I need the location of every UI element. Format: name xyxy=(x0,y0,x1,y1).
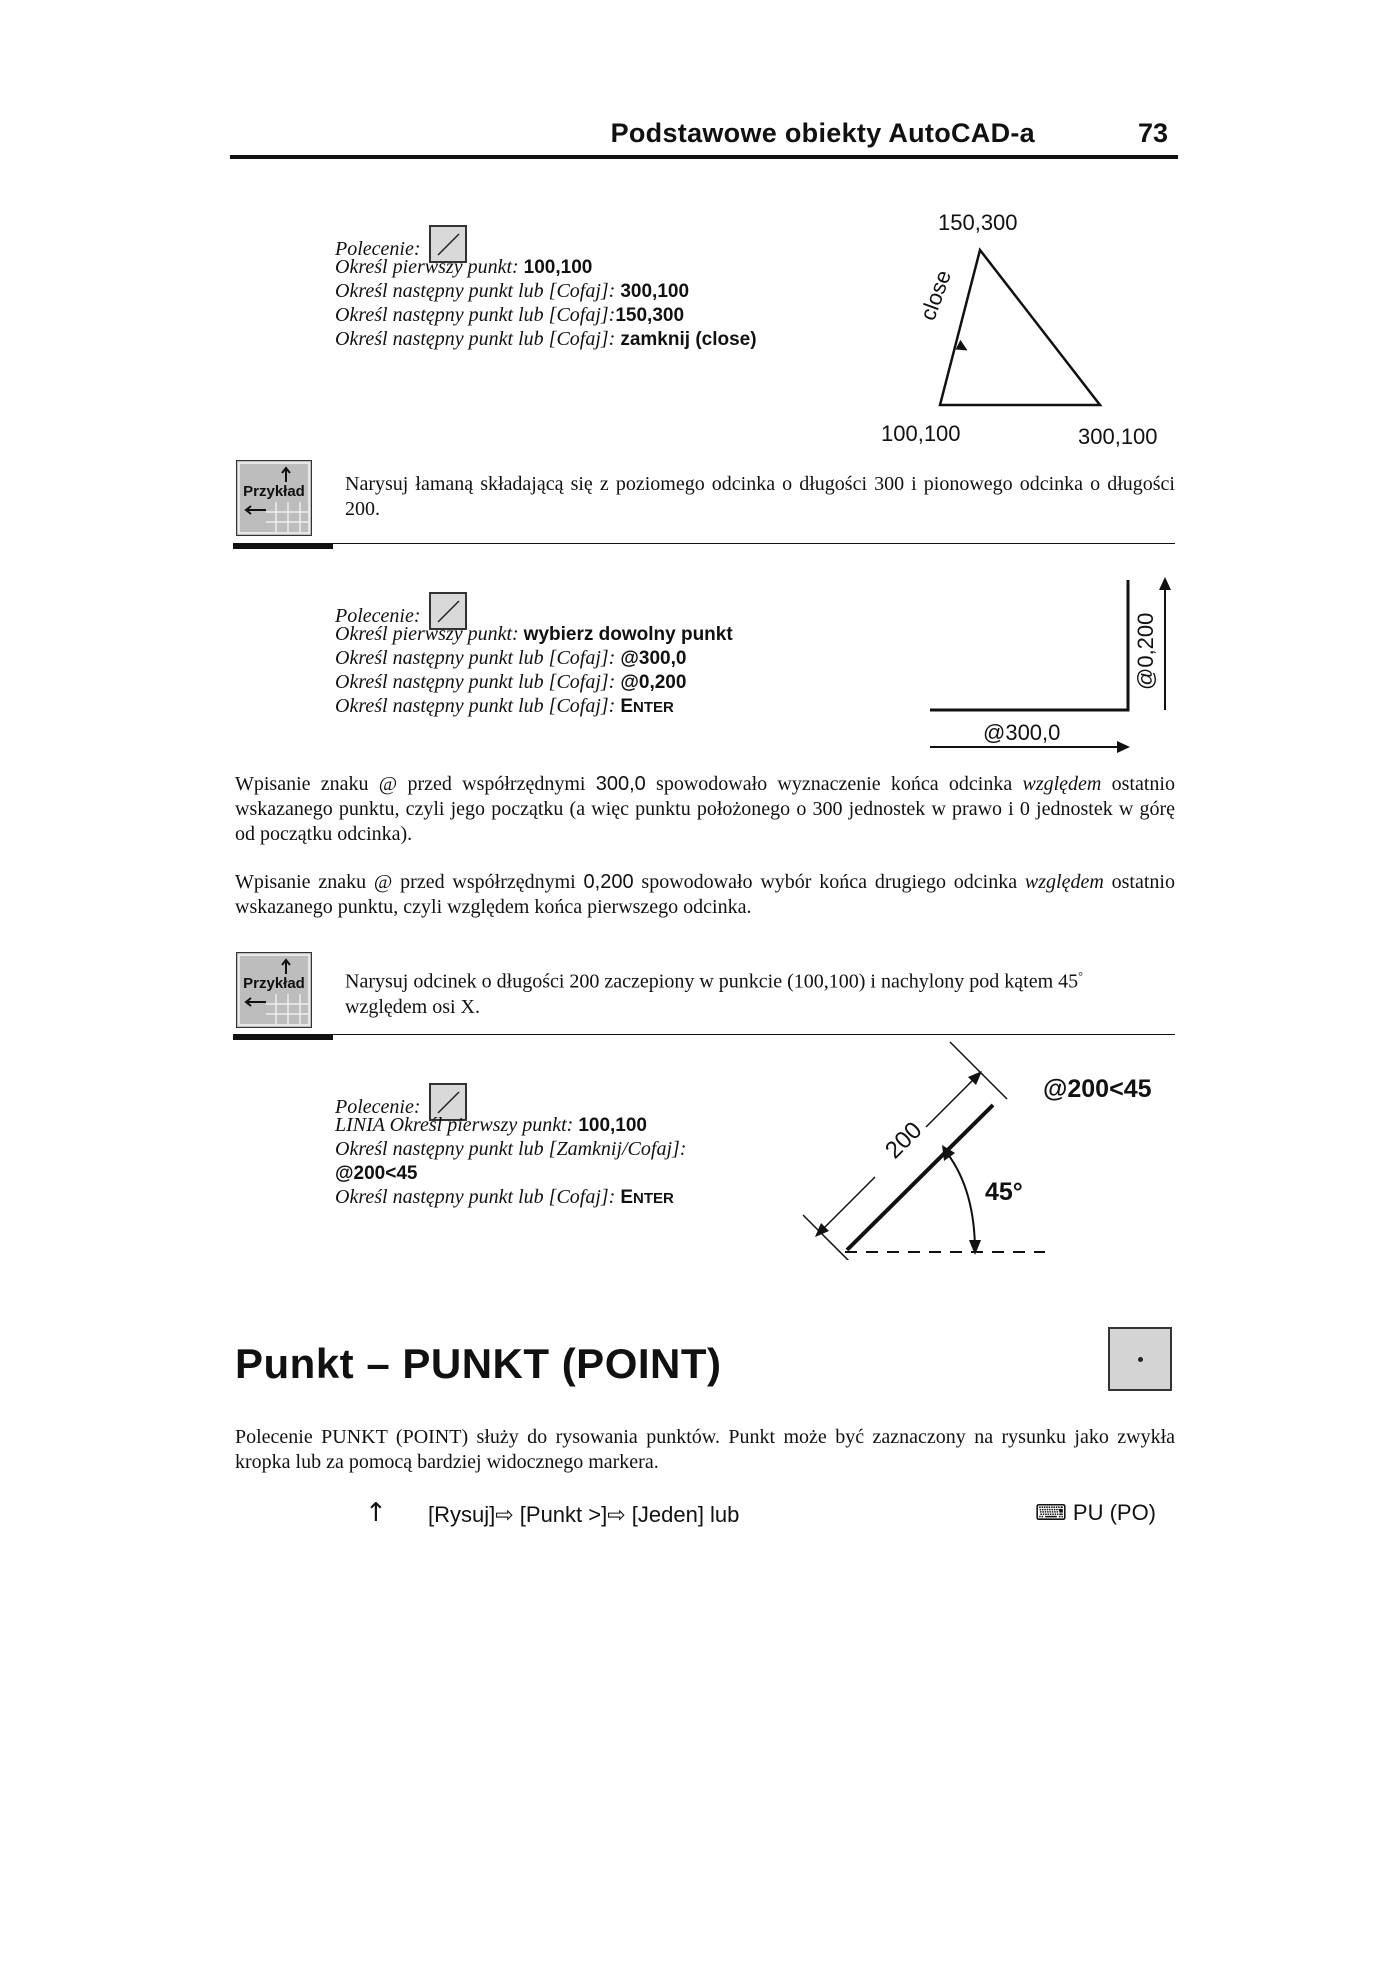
command-prompt: Określ następny punkt lub [Cofaj]: xyxy=(335,647,616,669)
example-icon-label: Przykład xyxy=(243,483,305,500)
triangle-left-vertex-label: 100,100 xyxy=(881,421,961,446)
example-rule-thick xyxy=(233,544,333,549)
polar-line-diagram xyxy=(795,1035,1065,1260)
command-value: wybierz dowolny punkt xyxy=(523,624,733,645)
example-icon-label: Przykład xyxy=(243,975,305,992)
triangle-top-vertex-label: 150,300 xyxy=(938,210,1018,235)
menu-path: [Rysuj]⇨ [Punkt >]⇨ [Jeden] lub xyxy=(428,1502,740,1527)
command-line xyxy=(335,327,757,352)
header-rule xyxy=(230,155,1178,159)
command-prompt: Określ następny punkt lub [Cofaj]: xyxy=(335,1186,616,1208)
command-value: @200<45 xyxy=(335,1163,418,1184)
command-value: zamknij (close) xyxy=(620,329,757,350)
command-value: 150,300 xyxy=(615,305,685,326)
example-2-text: Narysuj odcinek o długości 200 zaczepiony w punkcie (100,100) i nachylony pod kątem 45° względem osi X. xyxy=(345,969,1083,1018)
keyboard-shortcut xyxy=(1035,1500,1156,1526)
example-rule-thick xyxy=(233,1035,333,1040)
angle-arc xyxy=(947,1153,975,1252)
command-value-enter: ENTER xyxy=(620,1187,674,1208)
vertical-dimension-label: @0,200 xyxy=(1133,612,1158,690)
command-line xyxy=(335,622,733,647)
paragraph-relative-coords-1: Wpisanie znaku @ przed współrzędnymi 300,0 spowodowało wyznaczenie końca odcinka względem ostatnio wskazanego punktu, czyli jego początku (a więc punktu położonego o 300 jednostek w prawo i 0 jednostek w górę od początku odcinka). xyxy=(235,773,1175,845)
command-value: @0,200 xyxy=(620,672,687,693)
triangle-right-vertex-label: 300,100 xyxy=(1078,424,1158,449)
page-number: 73 xyxy=(1138,118,1169,148)
command-line xyxy=(335,1161,417,1186)
command-prompt: Określ pierwszy punkt: xyxy=(335,256,519,278)
command-line xyxy=(335,1113,647,1138)
section-description: Polecenie PUNKT (POINT) służy do rysowania punktów. Punkt może być zaznaczony na rysunku jako zwykła kropka lub za pomocą bardziej widocznego markera. xyxy=(235,1426,1175,1473)
command-value: 300,100 xyxy=(620,281,690,302)
shortcut-text: PU (PO) xyxy=(1072,1500,1157,1525)
example-1-text: Narysuj łamaną składającą się z poziomego odcinka o długości 300 i pionowego odcinka o długości 200. xyxy=(345,473,1175,520)
command-line xyxy=(335,1185,674,1211)
command-line xyxy=(335,1137,686,1161)
running-header-title: Podstawowe obiekty AutoCAD-a xyxy=(610,118,1035,148)
polar-line-segment xyxy=(847,1105,993,1250)
command-line xyxy=(335,646,686,671)
command-prompt: LINIA Określ pierwszy punkt: xyxy=(335,1114,574,1136)
command-value: @300,0 xyxy=(620,648,687,669)
command-prompt: Określ następny punkt lub [Zamknij/Cofaj]: xyxy=(335,1138,687,1160)
polar-coordinate-label: @200<45 xyxy=(1043,1075,1152,1103)
command-prompt: Określ następny punkt lub [Cofaj]: xyxy=(335,304,616,326)
command-prompt: Określ pierwszy punkt: xyxy=(335,623,519,645)
triangle-close-label: close xyxy=(915,266,957,324)
command-prompt: Polecenie: xyxy=(335,1096,421,1118)
polyline-shape xyxy=(930,580,1128,710)
menu-arrow-icon: ↑ xyxy=(365,1498,387,1528)
triangle-shape xyxy=(940,250,1100,405)
command-line xyxy=(335,694,674,720)
horizontal-dimension-label: @300,0 xyxy=(983,720,1061,745)
command-prompt: Określ następny punkt lub [Cofaj]: xyxy=(335,695,616,717)
angle-label: 45° xyxy=(985,1178,1023,1206)
command-line xyxy=(335,255,592,280)
command-value: 100,100 xyxy=(578,1115,647,1136)
section-heading: Punkt – PUNKT (POINT) xyxy=(235,1340,722,1387)
point-tool-icon xyxy=(1108,1327,1172,1391)
example-icon xyxy=(236,952,312,1028)
point-dot-icon xyxy=(1138,1357,1143,1362)
command-prompt: Polecenie: xyxy=(335,605,421,627)
command-prompt: Określ następny punkt lub [Cofaj]: xyxy=(335,671,616,693)
keyboard-icon: ⌨ xyxy=(1035,1501,1067,1526)
command-line xyxy=(335,670,686,695)
length-dimension-line xyxy=(822,1177,875,1230)
paragraph-relative-coords-2: Wpisanie znaku @ przed współrzędnymi 0,200 spowodowało wybór końca drugiego odcinka względem ostatnio wskazanego punktu, czyli względem końca pierwszego odcinka. xyxy=(235,871,1175,918)
command-prompt: Polecenie: xyxy=(335,238,421,260)
command-prompt: Określ następny punkt lub [Cofaj]: xyxy=(335,280,616,302)
command-line xyxy=(335,303,684,328)
example-rule-thin xyxy=(233,543,1175,544)
example-icon xyxy=(236,460,312,536)
command-line xyxy=(335,279,689,304)
command-value: 100,100 xyxy=(523,257,593,278)
command-prompt: Określ następny punkt lub [Cofaj]: xyxy=(335,328,616,350)
command-value-enter: ENTER xyxy=(620,696,674,717)
length-dimension-label: 200 xyxy=(880,1116,928,1165)
